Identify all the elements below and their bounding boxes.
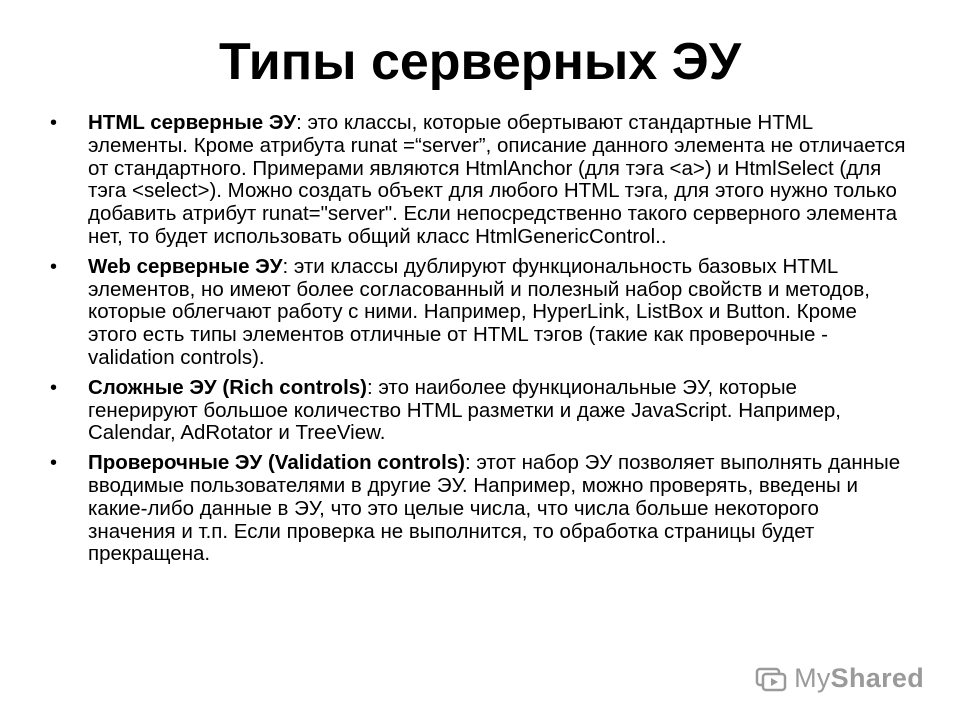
bullet-text: : это наиболее функциональные ЭУ, которые генерируют большое количество HTML разметки и даже JavaScript. Например, Calendar, AdRotator и TreeView. <box>88 375 841 445</box>
bullet-item-html-controls <box>50 112 910 249</box>
bullet-term: Проверочные ЭУ (Validation controls) <box>88 451 466 475</box>
bullet-list <box>50 112 910 573</box>
bullet-dot: • <box>50 112 58 134</box>
bullet-text: : эти классы дублируют функциональность базовых HTML элементов, но имеют более согласованный и полезный набор свойств и методов, которые облегчают работу с ними. Например, HyperLink, ListBox и Button. Кроме этого есть типы элементов отличные от HTML тэгов (такие как проверочные - validation controls). <box>88 254 870 369</box>
bullet-term: Сложные ЭУ (Rich controls) <box>88 375 368 399</box>
bullet-item-validation-controls <box>50 452 910 566</box>
slide-title: Типы серверных ЭУ <box>218 33 742 91</box>
bullet-item-rich-controls <box>50 377 910 445</box>
watermark-prefix: My <box>794 663 831 693</box>
bullet-dot: • <box>50 376 58 399</box>
myshared-logo-icon <box>754 664 788 694</box>
bullet-term: Web серверные ЭУ <box>88 254 283 278</box>
bullet-item-web-controls <box>50 256 910 370</box>
bullet-text: : этот набор ЭУ позволяет выполнять данные вводимые пользователями в другие ЭУ. Например, можно проверять, введены и какие-либо данные в ЭУ, что это целые числа, что числа больше некоторого значения и т.п. Если проверка не выполнится, то обработка страницы будет прекращена. <box>88 451 901 566</box>
bullet-term: HTML серверные ЭУ <box>88 111 297 134</box>
bullet-dot: • <box>50 452 58 475</box>
myshared-watermark <box>754 663 924 694</box>
watermark-brand: Shared <box>830 663 924 693</box>
bullet-dot: • <box>50 255 58 278</box>
bullet-text: : это классы, которые обертывают стандартные HTML элементы. Кроме атрибута runat =“server”, описание данного элемента не отличается от стандартного. Примерами являются HtmlAnchor (для тэга <a>) и HtmlSelect (для тэга <select>). Можно создать объект для любого HTML тэга, для этого нужно только добавить атрибут runat="server". Если непосредственно такого серверного элемента нет, то будет использовать общий класс HtmlGenericControl.. <box>88 111 906 248</box>
